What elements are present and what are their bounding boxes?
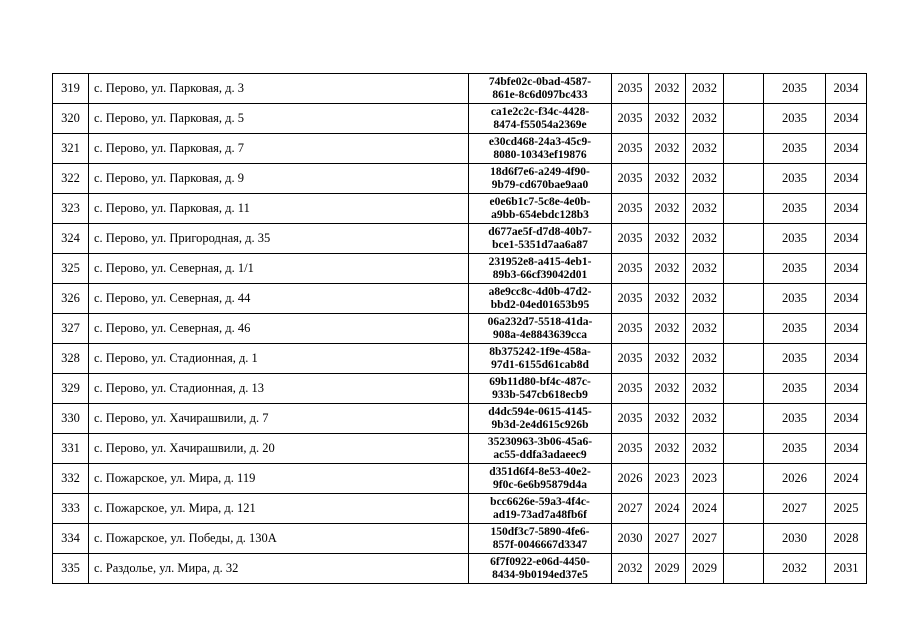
year-cell-5: 2035 (764, 404, 826, 434)
year-cell-3: 2032 (686, 404, 724, 434)
year-cell-2: 2032 (649, 314, 686, 344)
year-cell-3: 2032 (686, 224, 724, 254)
guid-line-2: 8474-f55054a2369e (493, 118, 587, 131)
guid-line-2: 8080-10343ef19876 (493, 148, 587, 161)
year-cell-5: 2032 (764, 554, 826, 584)
year-cell-4 (724, 134, 764, 164)
row-number-cell: 321 (53, 134, 89, 164)
guid-line-1: a8e9cc8c-4d0b-47d2- (488, 285, 592, 298)
year-cell-3: 2032 (686, 134, 724, 164)
guid-line-2: 908a-4e8843639cca (493, 328, 587, 341)
row-number-cell: 332 (53, 464, 89, 494)
row-number-cell: 327 (53, 314, 89, 344)
year-cell-3: 2032 (686, 314, 724, 344)
year-cell-4 (724, 74, 764, 104)
table-row (53, 314, 867, 344)
guid-line-2: 933b-547cb618ecb9 (492, 388, 588, 401)
guid-line-2: a9bb-654ebdc128b3 (491, 208, 589, 221)
guid-line-2: ac55-ddfa3adaeec9 (493, 448, 587, 461)
row-number-cell: 322 (53, 164, 89, 194)
year-cell-5: 2035 (764, 434, 826, 464)
table-row (53, 74, 867, 104)
year-cell-4 (724, 554, 764, 584)
year-cell-3: 2027 (686, 524, 724, 554)
year-cell-4 (724, 164, 764, 194)
year-cell-2: 2032 (649, 254, 686, 284)
year-cell-2: 2032 (649, 404, 686, 434)
year-cell-5: 2035 (764, 344, 826, 374)
year-cell-3: 2032 (686, 74, 724, 104)
year-cell-2: 2032 (649, 284, 686, 314)
year-cell-6: 2034 (826, 224, 867, 254)
year-cell-4 (724, 434, 764, 464)
year-cell-4 (724, 344, 764, 374)
year-cell-4 (724, 494, 764, 524)
guid-line-2: 89b3-66cf39042d01 (492, 268, 588, 281)
year-cell-5: 2026 (764, 464, 826, 494)
year-cell-4 (724, 284, 764, 314)
year-cell-1: 2032 (612, 554, 649, 584)
guid-cell (469, 314, 612, 344)
year-cell-2: 2032 (649, 224, 686, 254)
address-cell: с. Перово, ул. Хачирашвили, д. 20 (89, 434, 469, 464)
year-cell-1: 2035 (612, 404, 649, 434)
row-number-cell: 334 (53, 524, 89, 554)
guid-cell (469, 224, 612, 254)
table-row (53, 464, 867, 494)
guid-line-1: e0e6b1c7-5c8e-4e0b- (489, 195, 591, 208)
address-cell: с. Перово, ул. Стадионная, д. 1 (89, 344, 469, 374)
guid-cell (469, 494, 612, 524)
year-cell-4 (724, 404, 764, 434)
guid-line-1: 8b375242-1f9e-458a- (489, 345, 591, 358)
year-cell-4 (724, 104, 764, 134)
year-cell-6: 2034 (826, 164, 867, 194)
year-cell-5: 2035 (764, 164, 826, 194)
guid-line-1: 06a232d7-5518-41da- (487, 315, 593, 328)
guid-line-1: d4dc594e-0615-4145- (488, 405, 592, 418)
year-cell-3: 2023 (686, 464, 724, 494)
guid-line-1: 231952e8-a415-4eb1- (488, 255, 592, 268)
year-cell-4 (724, 194, 764, 224)
guid-line-2: 9f0c-6e6b95879d4a (493, 478, 587, 491)
year-cell-5: 2035 (764, 134, 826, 164)
year-cell-6: 2034 (826, 134, 867, 164)
table-row (53, 134, 867, 164)
guid-cell (469, 524, 612, 554)
table-row (53, 494, 867, 524)
guid-cell (469, 404, 612, 434)
year-cell-4 (724, 254, 764, 284)
guid-cell (469, 284, 612, 314)
row-number-cell: 335 (53, 554, 89, 584)
guid-cell (469, 434, 612, 464)
guid-line-1: d677ae5f-d7d8-40b7- (488, 225, 592, 238)
row-number-cell: 319 (53, 74, 89, 104)
guid-line-1: 150df3c7-5890-4fe6- (490, 525, 590, 538)
year-cell-6: 2025 (826, 494, 867, 524)
guid-line-1: 6f7f0922-e06d-4450- (490, 555, 590, 568)
row-number-cell: 320 (53, 104, 89, 134)
row-number-cell: 333 (53, 494, 89, 524)
year-cell-1: 2035 (612, 284, 649, 314)
year-cell-6: 2034 (826, 344, 867, 374)
year-cell-4 (724, 374, 764, 404)
year-cell-1: 2035 (612, 164, 649, 194)
address-cell: с. Перово, ул. Пригородная, д. 35 (89, 224, 469, 254)
year-cell-6: 2034 (826, 194, 867, 224)
year-cell-3: 2032 (686, 254, 724, 284)
year-cell-2: 2032 (649, 344, 686, 374)
address-cell: с. Перово, ул. Северная, д. 1/1 (89, 254, 469, 284)
table-row (53, 434, 867, 464)
address-cell: с. Перово, ул. Северная, д. 46 (89, 314, 469, 344)
table-row (53, 164, 867, 194)
address-cell: с. Пожарское, ул. Мира, д. 121 (89, 494, 469, 524)
housing-table (52, 73, 867, 584)
guid-cell (469, 104, 612, 134)
guid-line-1: d351d6f4-8e53-40e2- (489, 465, 591, 478)
address-cell: с. Пожарское, ул. Победы, д. 130А (89, 524, 469, 554)
year-cell-6: 2034 (826, 434, 867, 464)
year-cell-4 (724, 524, 764, 554)
year-cell-3: 2032 (686, 344, 724, 374)
year-cell-2: 2023 (649, 464, 686, 494)
year-cell-5: 2035 (764, 374, 826, 404)
guid-line-2: 97d1-6155d61cab8d (491, 358, 589, 371)
year-cell-2: 2032 (649, 374, 686, 404)
year-cell-6: 2024 (826, 464, 867, 494)
guid-line-2: 9b79-cd670bae9aa0 (491, 178, 589, 191)
year-cell-3: 2032 (686, 434, 724, 464)
address-cell: с. Перово, ул. Парковая, д. 3 (89, 74, 469, 104)
year-cell-3: 2024 (686, 494, 724, 524)
table-row (53, 194, 867, 224)
guid-line-2: 857f-0046667d3347 (492, 538, 588, 551)
year-cell-3: 2032 (686, 164, 724, 194)
guid-cell (469, 464, 612, 494)
year-cell-2: 2032 (649, 194, 686, 224)
year-cell-6: 2028 (826, 524, 867, 554)
table-row (53, 374, 867, 404)
year-cell-6: 2034 (826, 104, 867, 134)
year-cell-4 (724, 224, 764, 254)
year-cell-2: 2029 (649, 554, 686, 584)
year-cell-6: 2034 (826, 404, 867, 434)
year-cell-2: 2027 (649, 524, 686, 554)
table-row (53, 524, 867, 554)
year-cell-1: 2035 (612, 254, 649, 284)
year-cell-5: 2035 (764, 224, 826, 254)
address-cell: с. Пожарское, ул. Мира, д. 119 (89, 464, 469, 494)
guid-line-1: bcc6626e-59a3-4f4c- (490, 495, 590, 508)
guid-line-1: 18d6f7e6-a249-4f90- (490, 165, 590, 178)
guid-cell (469, 194, 612, 224)
guid-cell (469, 554, 612, 584)
year-cell-5: 2035 (764, 254, 826, 284)
year-cell-5: 2035 (764, 74, 826, 104)
year-cell-2: 2032 (649, 434, 686, 464)
row-number-cell: 330 (53, 404, 89, 434)
year-cell-1: 2035 (612, 104, 649, 134)
guid-line-2: ad19-73ad7a48fb6f (493, 508, 587, 521)
table-row (53, 104, 867, 134)
table-row (53, 254, 867, 284)
table-row (53, 224, 867, 254)
year-cell-4 (724, 314, 764, 344)
year-cell-6: 2034 (826, 254, 867, 284)
row-number-cell: 331 (53, 434, 89, 464)
guid-line-2: 861e-8c6d097bc433 (492, 88, 588, 101)
address-cell: с. Перово, ул. Стадионная, д. 13 (89, 374, 469, 404)
guid-line-1: 74bfe02c-0bad-4587- (488, 75, 592, 88)
guid-cell (469, 134, 612, 164)
year-cell-1: 2035 (612, 374, 649, 404)
row-number-cell: 323 (53, 194, 89, 224)
year-cell-3: 2032 (686, 104, 724, 134)
guid-cell (469, 164, 612, 194)
table-row (53, 344, 867, 374)
guid-line-1: ca1e2c2c-f34c-4428- (490, 105, 590, 118)
guid-cell (469, 74, 612, 104)
year-cell-3: 2029 (686, 554, 724, 584)
guid-line-2: 8434-9b0194ed37e5 (492, 568, 588, 581)
year-cell-5: 2035 (764, 284, 826, 314)
year-cell-1: 2035 (612, 134, 649, 164)
year-cell-1: 2035 (612, 344, 649, 374)
year-cell-5: 2030 (764, 524, 826, 554)
address-cell: с. Перово, ул. Парковая, д. 11 (89, 194, 469, 224)
row-number-cell: 328 (53, 344, 89, 374)
address-cell: с. Перово, ул. Северная, д. 44 (89, 284, 469, 314)
guid-line-2: bbd2-04ed01653b95 (490, 298, 590, 311)
guid-line-1: 69b11d80-bf4c-487c- (489, 375, 591, 388)
year-cell-1: 2035 (612, 314, 649, 344)
year-cell-1: 2027 (612, 494, 649, 524)
year-cell-6: 2034 (826, 74, 867, 104)
year-cell-2: 2032 (649, 74, 686, 104)
year-cell-1: 2035 (612, 434, 649, 464)
year-cell-2: 2024 (649, 494, 686, 524)
row-number-cell: 324 (53, 224, 89, 254)
table-row (53, 284, 867, 314)
row-number-cell: 329 (53, 374, 89, 404)
address-cell: с. Перово, ул. Парковая, д. 5 (89, 104, 469, 134)
year-cell-6: 2034 (826, 314, 867, 344)
year-cell-1: 2035 (612, 74, 649, 104)
guid-line-2: 9b3d-2e4d615c926b (491, 418, 589, 431)
guid-cell (469, 254, 612, 284)
year-cell-4 (724, 464, 764, 494)
year-cell-2: 2032 (649, 104, 686, 134)
year-cell-6: 2034 (826, 374, 867, 404)
year-cell-5: 2027 (764, 494, 826, 524)
year-cell-6: 2034 (826, 284, 867, 314)
year-cell-2: 2032 (649, 164, 686, 194)
year-cell-6: 2031 (826, 554, 867, 584)
year-cell-1: 2035 (612, 194, 649, 224)
address-cell: с. Перово, ул. Парковая, д. 9 (89, 164, 469, 194)
address-cell: с. Перово, ул. Парковая, д. 7 (89, 134, 469, 164)
guid-line-1: 35230963-3b06-45a6- (487, 435, 593, 448)
year-cell-1: 2026 (612, 464, 649, 494)
year-cell-3: 2032 (686, 194, 724, 224)
guid-line-1: e30cd468-24a3-45c9- (488, 135, 592, 148)
year-cell-1: 2035 (612, 224, 649, 254)
table-row (53, 554, 867, 584)
row-number-cell: 325 (53, 254, 89, 284)
guid-cell (469, 374, 612, 404)
guid-line-2: bce1-5351d7aa6a87 (492, 238, 588, 251)
year-cell-1: 2030 (612, 524, 649, 554)
year-cell-2: 2032 (649, 134, 686, 164)
address-cell: с. Раздолье, ул. Мира, д. 32 (89, 554, 469, 584)
guid-cell (469, 344, 612, 374)
year-cell-5: 2035 (764, 104, 826, 134)
table-body (53, 74, 867, 584)
row-number-cell: 326 (53, 284, 89, 314)
address-cell: с. Перово, ул. Хачирашвили, д. 7 (89, 404, 469, 434)
year-cell-5: 2035 (764, 194, 826, 224)
year-cell-5: 2035 (764, 314, 826, 344)
year-cell-3: 2032 (686, 284, 724, 314)
table-row (53, 404, 867, 434)
year-cell-3: 2032 (686, 374, 724, 404)
